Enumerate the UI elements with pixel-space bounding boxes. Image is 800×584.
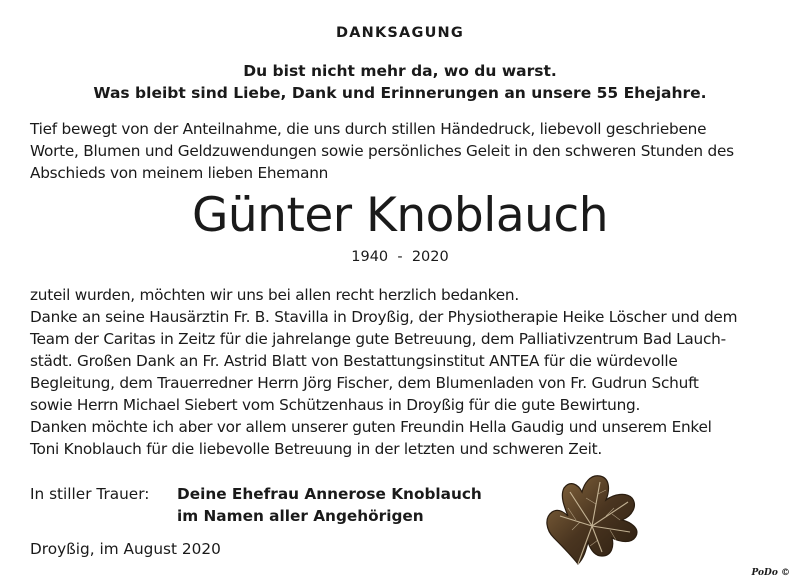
intro-line: Tief bewegt von der Anteilnahme, die uns durch stillen Händedruck, liebevoll geschriebene [30,120,707,138]
body-line: zuteil wurden, möchten wir uns bei allen recht herzlich bedanken. [30,286,519,304]
mourners [177,483,482,527]
deceased-name: Günter Knoblauch [191,188,609,243]
body-line: Danken möchte ich aber vor allem unserer guten Freundin Hella Gaudig und unserem Enkel [30,418,712,436]
thanks-paragraph [30,284,770,460]
motto [0,60,800,104]
signature: PoDo © [751,568,790,578]
life-years: 1940 - 2020 [351,249,449,265]
mourner-line: im Namen aller Angehörigen [177,507,424,525]
body-line: sowie Herrn Michael Siebert vom Schützenhaus in Droyßig für die gute Bewirtung. [30,396,641,414]
intro-line: Worte, Blumen und Geldzuwendungen sowie persönliches Geleit in den schweren Stunden des [30,142,734,160]
place-date: Droyßig, im August 2020 [30,540,221,558]
body-line: Danke an seine Hausärztin Fr. B. Stavilla in Droyßig, der Physiotherapie Heike Löscher und dem [30,308,738,326]
motto-line: Was bleibt sind Liebe, Dank und Erinnerungen an unsere 55 Ehejahre. [93,84,707,102]
intro-line: Abschieds von meinem lieben Ehemann [30,164,329,182]
body-line: städt. Großen Dank an Fr. Astrid Blatt von Bestattungsinstitut ANTEA für die würdevolle [30,352,678,370]
intro-paragraph [30,118,770,184]
mourner-line: Deine Ehefrau Annerose Knoblauch [177,485,482,503]
leaf-icon [540,468,650,568]
motto-line: Du bist nicht mehr da, wo du warst. [243,62,557,80]
body-line: Toni Knoblauch für die liebevolle Betreuung in der letzten und schweren Zeit. [30,440,602,458]
notice-heading: DANKSAGUNG [335,25,464,41]
mourning-label: In stiller Trauer: [30,485,150,503]
body-line: Team der Caritas in Zeitz für die jahrelange gute Betreuung, dem Palliativzentrum Bad Lauch- [30,330,726,348]
body-line: Begleitung, dem Trauerredner Herrn Jörg Fischer, dem Blumenladen von Fr. Gudrun Schuft [30,374,699,392]
